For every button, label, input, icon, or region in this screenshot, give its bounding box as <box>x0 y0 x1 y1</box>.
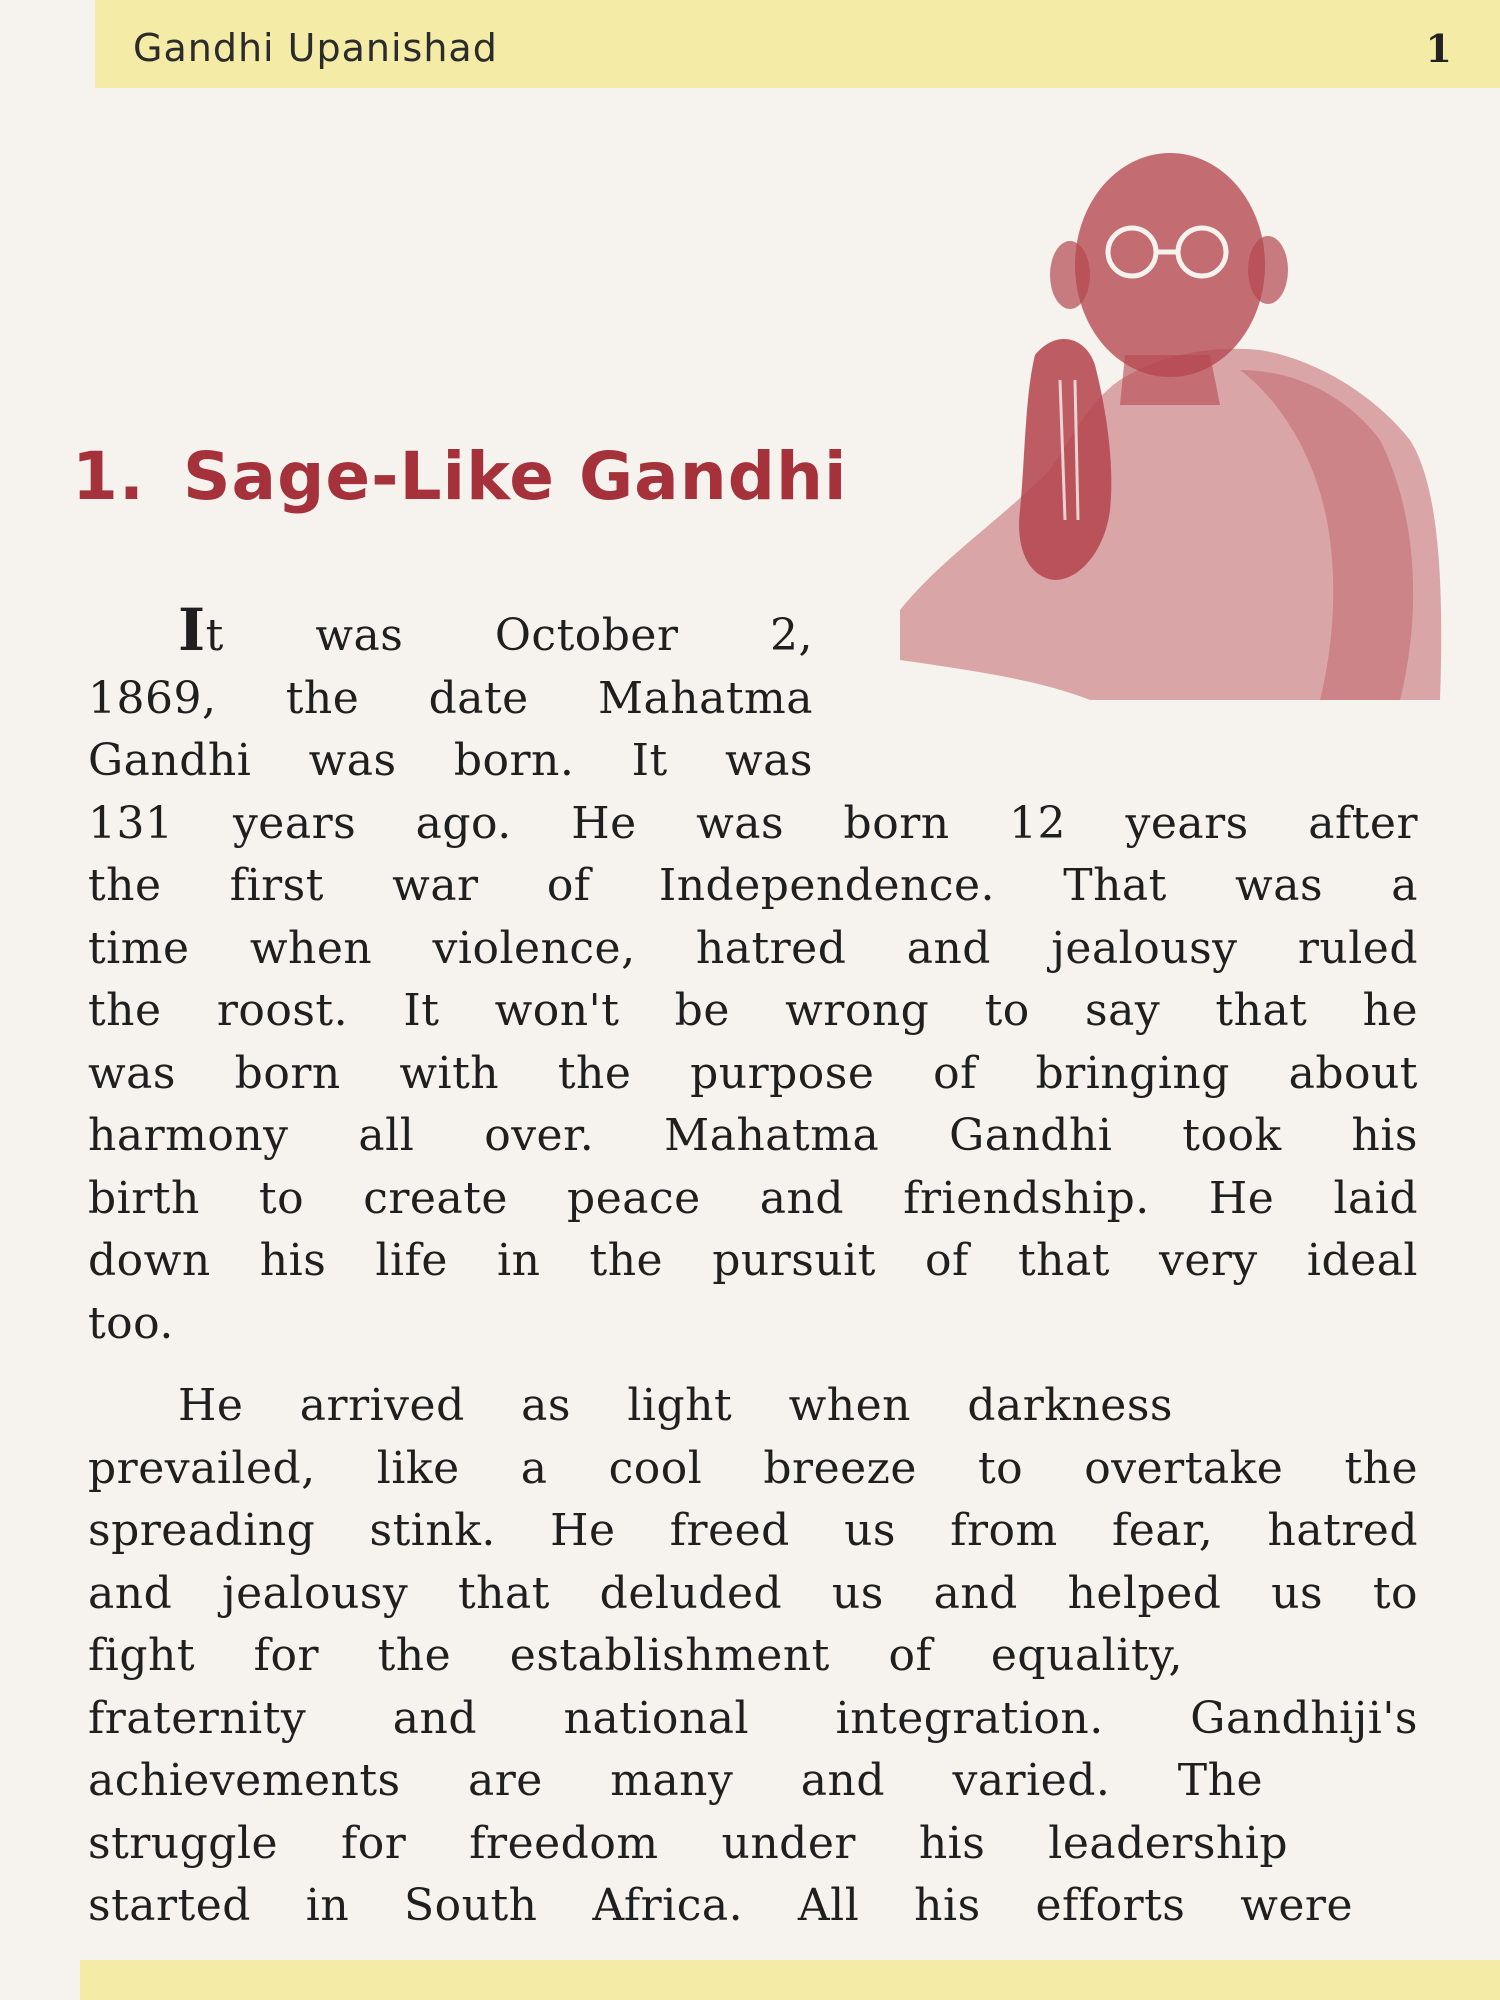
running-title: Gandhi Upanishad <box>133 26 498 70</box>
chapter-number: 1. <box>72 438 145 515</box>
paragraph-line: time when violence, hatred and jealousy ruled <box>88 922 1418 974</box>
paragraph-line: was born with the purpose of bringing about <box>88 1047 1418 1099</box>
paragraph-line: achievements are many and varied. The <box>88 1755 1263 1806</box>
paragraph-spacer <box>88 1355 1418 1375</box>
chapter-title-text: Sage-Like Gandhi <box>183 438 848 515</box>
drop-cap: I <box>178 596 206 664</box>
running-header <box>95 0 1500 88</box>
paragraph-line: fraternity and national integration. Gandhiji's <box>88 1692 1418 1744</box>
paragraph-line: the first war of Independence. That was a <box>88 860 1418 911</box>
paragraph-line: too. <box>88 1297 174 1349</box>
neck-shape <box>1120 355 1220 405</box>
paragraph-line: Gandhi was born. It was <box>88 735 813 786</box>
paragraph-line: the roost. It won't be wrong to say that he <box>88 985 1418 1036</box>
page-number: 1 <box>1425 26 1452 71</box>
paragraph-line: fight for the establishment of equality, <box>88 1630 1183 1681</box>
left-ear-shape <box>1050 241 1090 309</box>
paragraph-line: harmony all over. Mahatma Gandhi took his <box>88 1110 1418 1161</box>
paragraph-line: 1869, the date Mahatma <box>88 672 813 724</box>
paragraph-line: spreading stink. He freed us from fear, hatred <box>88 1505 1418 1556</box>
paragraph-line: prevailed, like a cool breeze to overtake the <box>88 1442 1418 1494</box>
right-ear-shape <box>1248 236 1288 304</box>
paragraph-line: birth to create peace and friendship. He laid <box>88 1172 1418 1224</box>
footer-band <box>80 1960 1500 2000</box>
chapter-title <box>72 438 848 515</box>
paragraph-line: started in South Africa. All his efforts were <box>88 1880 1353 1931</box>
paragraph-line: and jealousy that deluded us and helped us to <box>88 1567 1418 1619</box>
paragraph-line: down his life in the pursuit of that very ideal <box>88 1235 1418 1286</box>
paragraph-line: 131 years ago. He was born 12 years after <box>88 797 1418 849</box>
head-shape <box>1075 153 1265 377</box>
paragraph-line: It was October 2, <box>178 596 813 664</box>
folded-hands-shape <box>1019 339 1111 580</box>
paragraph-line: He arrived as light when darkness <box>178 1380 1173 1431</box>
paragraph-line: struggle for freedom under his leadership <box>88 1817 1288 1869</box>
body-text <box>88 596 1418 1938</box>
